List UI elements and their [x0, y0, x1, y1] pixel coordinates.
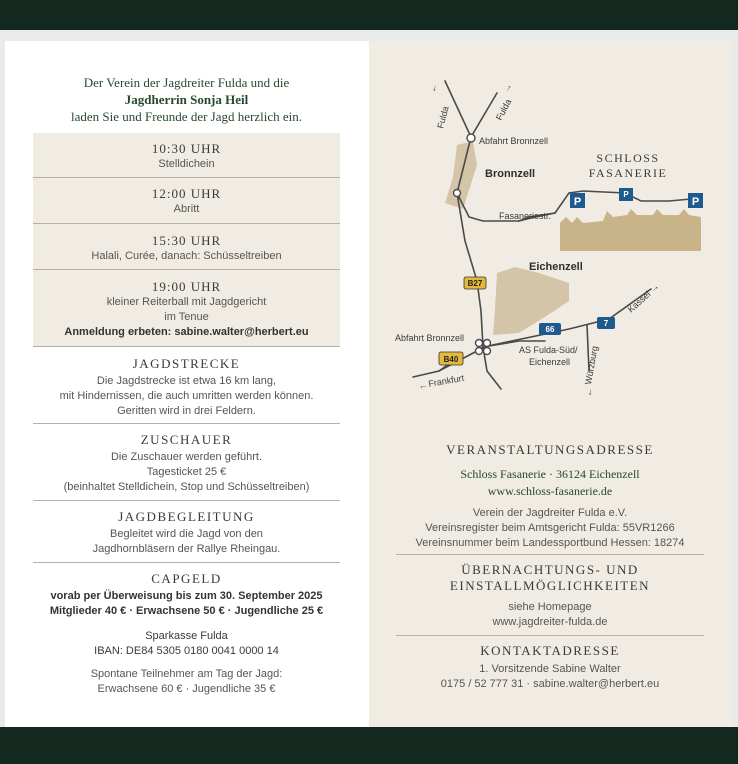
svg-text:P: P [691, 196, 700, 208]
section-heading: ZUSCHAUER [140, 432, 233, 447]
section-text: (beinhaltet Stelldichein, Stop und Schüsseltreiben) [63, 481, 310, 493]
registration-note: Anmeldung erbeten: sabine.walter@herbert.eu [64, 326, 309, 338]
section-heading: KONTAKTADRESSE [480, 643, 620, 658]
schedule-desc: kleiner Reiterball mit Jagdgericht [106, 296, 267, 308]
svg-text:66: 66 [545, 325, 555, 334]
section-text: Vereinsnummer beim Landessportbund Hessen: 18274 [415, 537, 685, 549]
schloss-fasanerie-icon [560, 209, 701, 251]
arrow-fulda-right: → [500, 81, 514, 94]
section-text: mit Hindernissen, die auch umritten werden können. [59, 390, 314, 402]
junction-mid [454, 190, 461, 197]
section-heading: VERANSTALTUNGSADRESSE [446, 442, 654, 457]
svg-text:P: P [573, 196, 582, 208]
invitation-intro [33, 74, 340, 125]
divider [33, 562, 340, 563]
section-text: vorab per Überweisung bis zum 30. September 2025 [50, 590, 323, 602]
sign-b40 [439, 352, 463, 365]
section-text: Mitglieder 40 € · Erwachsene 50 € · Jugendliche 25 € [49, 605, 324, 617]
divider [396, 635, 704, 636]
svg-text:B27: B27 [467, 279, 483, 288]
sign-a7 [597, 317, 615, 329]
label-eichenzell: Eichenzell [529, 261, 583, 273]
schedule-item [33, 133, 340, 178]
top-band [0, 0, 738, 30]
sign-a66 [539, 323, 561, 335]
label-schloss-line2: FASANERIE [588, 166, 668, 180]
venue-address: Schloss Fasanerie · 36124 Eichenzell [460, 467, 640, 481]
schedule-desc: Stelldichein [158, 158, 215, 170]
schedule-time: 19:00 UHR [151, 279, 222, 294]
divider [33, 423, 340, 424]
homepage-link[interactable]: www.jagdreiter-fulda.de [492, 616, 608, 628]
svg-text:P: P [623, 190, 629, 199]
section-text: Erwachsene 60 € · Jugendliche 35 € [97, 683, 276, 695]
section-text: 1. Vorsitzende Sabine Walter [479, 663, 621, 675]
bottom-band [0, 727, 738, 764]
label-frankfurt: Frankfurt [427, 372, 465, 389]
divider [396, 554, 704, 555]
label-fasaneriestr: Fasaneriestr. [499, 211, 552, 221]
section-heading: JAGDSTRECKE [132, 356, 241, 371]
label-fulda-left: Fulda [435, 105, 451, 130]
intro-line-2: Jagdherrin Sonja Heil [124, 92, 249, 107]
label-fulda-right: Fulda [493, 97, 514, 122]
schedule-desc: Halali, Curée, danach: Schüsseltreiben [91, 250, 282, 262]
schedule-desc: Abritt [173, 203, 200, 215]
arrow-wuerzburg: ← [583, 386, 595, 398]
divider [33, 500, 340, 501]
label-wuerzburg: Würzburg [583, 345, 600, 386]
iban: IBAN: DE84 5305 0180 0041 0000 14 [94, 645, 279, 657]
venue-website[interactable]: www.schloss-fasanerie.de [487, 484, 613, 498]
svg-text:B40: B40 [443, 355, 459, 364]
section-text: Vereinsregister beim Amtsgericht Fulda: 55VR1266 [425, 522, 675, 534]
schedule-desc: im Tenue [164, 311, 209, 323]
label-kassel: Kassel [625, 288, 653, 315]
arrow-kassel: → [647, 281, 662, 295]
section-text: Begleitet wird die Jagd von den [110, 528, 263, 540]
section-heading: EINSTALLMÖGLICHKEITEN [449, 578, 651, 593]
schedule-time: 15:30 UHR [151, 233, 222, 248]
sign-b27 [464, 277, 486, 289]
schedule-time: 12:00 UHR [151, 186, 222, 201]
section-text: Spontane Teilnehmer am Tag der Jagd: [90, 668, 283, 680]
arrow-frankfurt: ← [417, 379, 429, 391]
section-kontakt [396, 643, 704, 692]
contact-details: 0175 / 52 777 31 · sabine.walter@herbert.eu [440, 678, 660, 690]
section-text: Verein der Jagdreiter Fulda e.V. [472, 507, 628, 519]
section-capgeld [33, 571, 340, 697]
section-jagdbegleitung [33, 509, 340, 557]
route-map [369, 41, 733, 431]
section-text: Geritten wird in drei Feldern. [117, 405, 256, 417]
section-jagdstrecke [33, 356, 340, 419]
section-heading: JAGDBEGLEITUNG [118, 509, 255, 524]
schedule-item [33, 270, 340, 347]
parking-sign [619, 188, 633, 201]
section-uebernachtung [396, 562, 704, 630]
schedule-time: 10:30 UHR [151, 141, 222, 156]
parking-sign [688, 193, 703, 208]
section-zuschauer [33, 432, 340, 495]
section-text: siehe Homepage [508, 601, 592, 613]
section-text: Tagesticket 25 € [146, 466, 227, 478]
label-abfahrt-bottom: Abfahrt Bronnzell [395, 333, 465, 343]
arrow-fulda-left: ← [427, 82, 440, 94]
intro-line-1: Der Verein der Jagdreiter Fulda und die [83, 75, 290, 90]
parking-sign [570, 193, 585, 208]
junction-top [467, 134, 475, 142]
road-fulda-right [471, 93, 497, 137]
section-text: Die Jagdstrecke ist etwa 16 km lang, [96, 375, 277, 387]
section-heading: ÜBERNACHTUNGS- UND [461, 562, 639, 577]
label-as-line1: AS Fulda-Süd/ [519, 345, 578, 355]
schedule-item [33, 224, 340, 270]
section-veranstaltungsadresse [396, 442, 704, 551]
section-text: Jagdhornbläsern der Rallye Rheingau. [92, 543, 281, 555]
label-abfahrt-top: Abfahrt Bronnzell [479, 136, 549, 146]
label-as-line2: Eichenzell [529, 357, 571, 367]
label-schloss-line1: SCHLOSS [596, 151, 660, 165]
section-text: Die Zuschauer werden geführt. [110, 451, 263, 463]
schedule-item [33, 178, 340, 224]
label-bronnzell: Bronnzell [485, 168, 536, 180]
bank-name: Sparkasse Fulda [145, 630, 228, 642]
svg-text:7: 7 [603, 319, 609, 328]
section-heading: CAPGELD [151, 571, 222, 586]
intro-line-3: laden Sie und Freunde der Jagd herzlich ein. [70, 109, 303, 124]
